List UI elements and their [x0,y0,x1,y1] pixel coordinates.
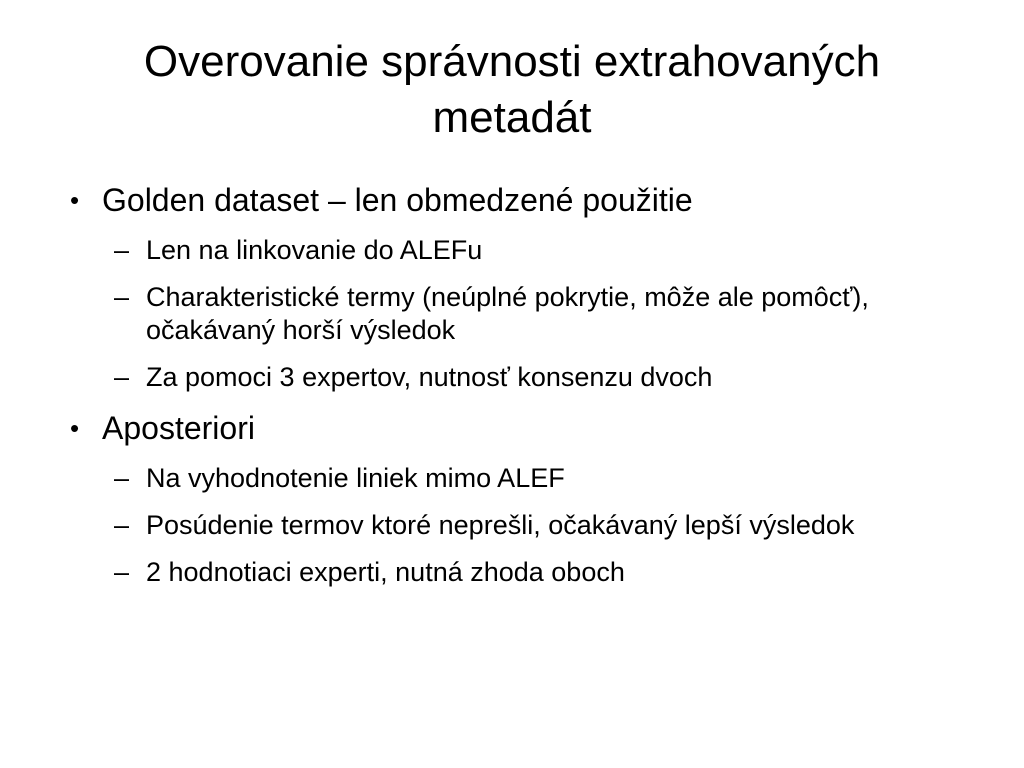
sub-bullet-item [70,556,960,589]
sub-bullet-text: Posúdenie termov ktoré neprešli, očakávaný lepší výsledok [146,510,855,540]
sub-bullet-item [70,361,960,394]
dash-marker: – [114,235,130,265]
bullet-group-aposteriori [70,408,960,589]
bullet-item [70,408,960,448]
sub-bullet-text: Charakteristické termy (neúplné pokrytie, môže ale pomôcť), očakávaný horší výsledok [146,282,869,345]
dash-marker: – [114,362,130,392]
sub-bullet-item [70,281,960,347]
sub-bullet-text: Len na linkovanie do ALEFu [146,235,483,265]
sub-bullet-item [70,234,960,267]
bullet-item [70,180,960,220]
bullet-text: Golden dataset – len obmedzené použitie [102,182,693,218]
slide-body [70,180,960,603]
bullet-text: Aposteriori [102,410,255,446]
slide-title: Overovanie správnosti extrahovaných metadát [143,37,881,142]
dash-marker: – [114,510,130,540]
bullet-group-golden-dataset [70,180,960,394]
bullet-marker: • [70,413,80,443]
sub-bullet-item [70,509,960,542]
dash-marker: – [114,463,130,493]
sub-bullet-text: 2 hodnotiaci experti, nutná zhoda oboch [146,557,625,587]
sub-bullet-text: Za pomoci 3 expertov, nutnosť konsenzu dvoch [146,362,713,392]
sub-bullet-text: Na vyhodnotenie liniek mimo ALEF [146,463,565,493]
dash-marker: – [114,557,130,587]
dash-marker: – [114,282,130,312]
bullet-marker: • [70,185,80,215]
sub-bullet-item [70,462,960,495]
